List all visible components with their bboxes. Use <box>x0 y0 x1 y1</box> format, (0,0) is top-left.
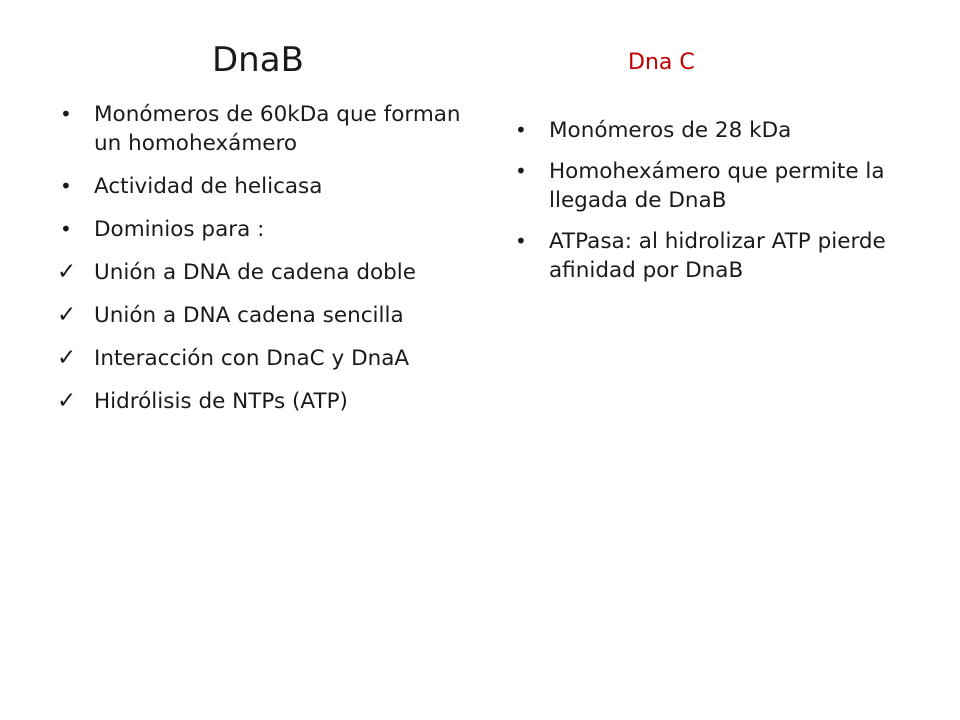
list-item <box>512 116 922 145</box>
list-item <box>57 387 477 416</box>
list-item <box>512 157 922 215</box>
list-item <box>57 215 477 244</box>
checkmark-icon: ✓ <box>57 388 77 414</box>
dnac-title: Dna C <box>628 50 695 75</box>
list-item-text: Unión a DNA de cadena doble <box>94 260 417 285</box>
list-item <box>57 100 477 158</box>
dnab-list <box>57 100 477 430</box>
list-item-text: Dominios para : <box>94 217 265 242</box>
list-item-text: Monómeros de 60kDa que forman un homohexámero <box>94 102 461 156</box>
list-item-text: ATPasa: al hidrolizar ATP pierde afinidad por DnaB <box>549 229 886 283</box>
checkmark-icon: ✓ <box>57 302 77 328</box>
list-item <box>57 172 477 201</box>
bullet-icon: • <box>60 217 72 241</box>
list-item <box>512 227 922 285</box>
bullet-icon: • <box>60 102 72 126</box>
dnab-title: DnaB <box>212 40 304 80</box>
bullet-icon: • <box>60 174 72 198</box>
list-item-text: Interacción con DnaC y DnaA <box>94 346 410 371</box>
list-item-text: Hidrólisis de NTPs (ATP) <box>94 389 348 414</box>
bullet-icon: • <box>515 159 527 183</box>
list-item-text: Homohexámero que permite la llegada de DnaB <box>549 159 885 213</box>
list-item-text: Monómeros de 28 kDa <box>549 118 792 143</box>
checkmark-icon: ✓ <box>57 259 77 285</box>
bullet-icon: • <box>515 229 527 253</box>
list-item <box>57 258 477 287</box>
dnac-list <box>512 116 922 297</box>
list-item-text: Actividad de helicasa <box>94 174 323 199</box>
list-item <box>57 301 477 330</box>
checkmark-icon: ✓ <box>57 345 77 371</box>
list-item-text: Unión a DNA cadena sencilla <box>94 303 404 328</box>
bullet-icon: • <box>515 118 527 142</box>
list-item <box>57 344 477 373</box>
